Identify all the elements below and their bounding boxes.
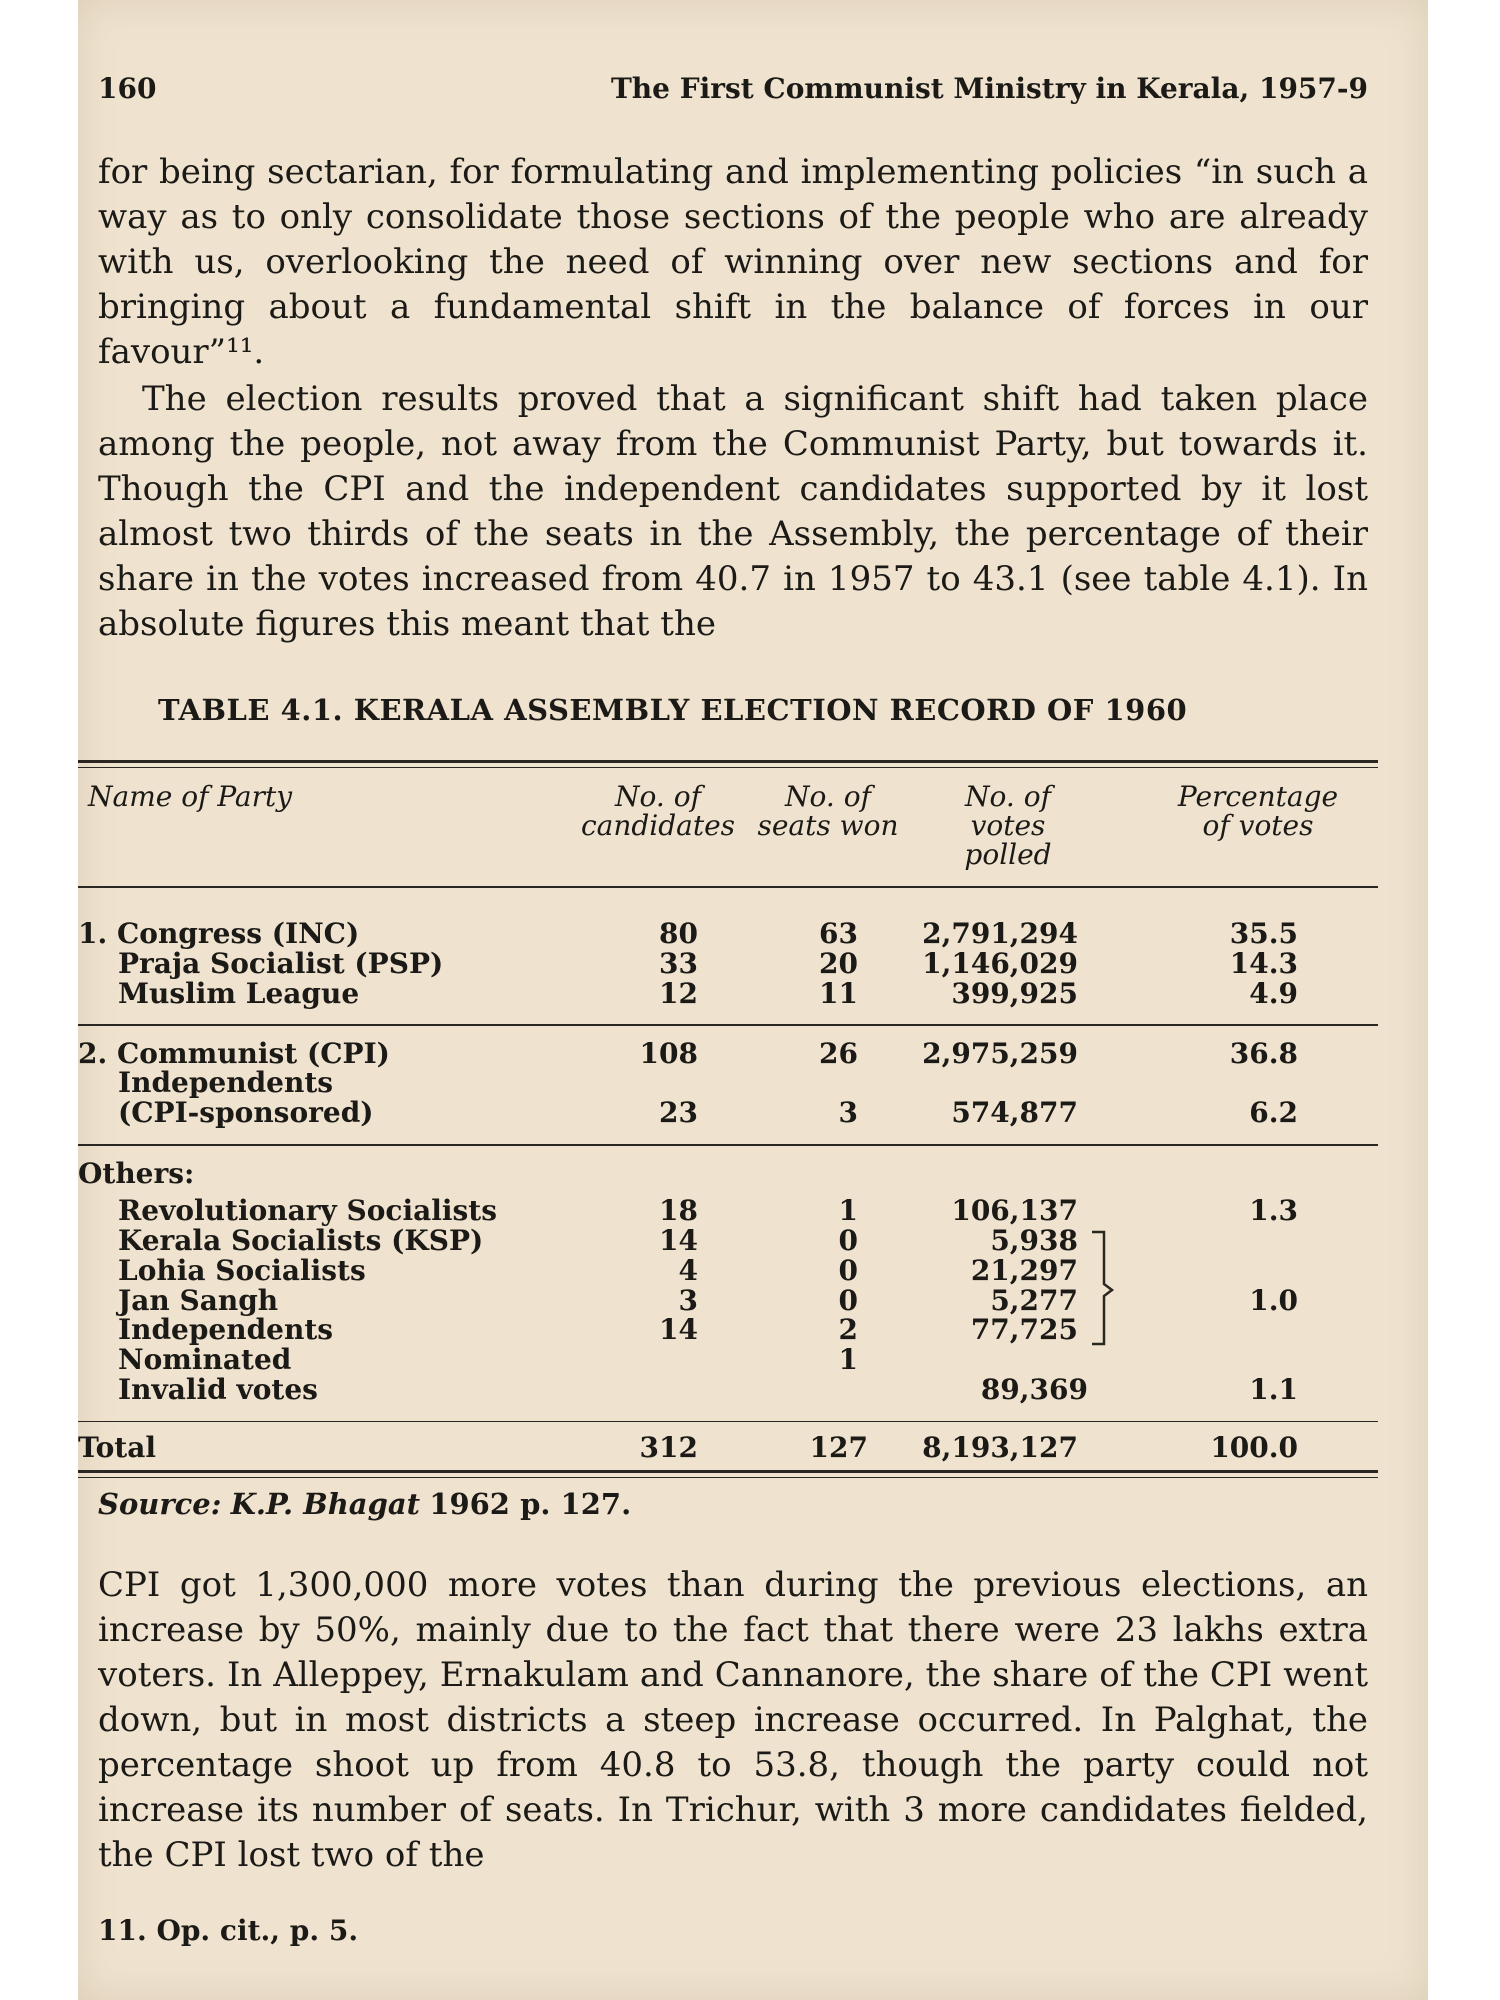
paragraph-1: for being sectarian, for formulating and implementing policies “in such a way as to only consolidate those sections of the people who are already with us, overlooking the need of winning over new sections and for bringing about a fundamental shift in the balance of forces in our favour”¹¹. (98, 152, 1368, 372)
row-name: Muslim League (118, 977, 360, 1010)
row-seats: 2 (838, 1313, 858, 1346)
row-name: Praja Socialist (PSP) (118, 947, 444, 980)
others-label: Others: (78, 1157, 195, 1190)
header-votes-1: No. of (965, 780, 1051, 813)
total-rule (78, 1421, 1378, 1422)
bracket-icon (1088, 1228, 1128, 1348)
row-percentage: 6.2 (1249, 1096, 1298, 1129)
table-bottom-rule-thin (78, 1477, 1378, 1478)
table-top-rule (78, 760, 1378, 763)
row-name: Nominated (118, 1343, 292, 1376)
row-candidates: 80 (659, 917, 698, 950)
row-name: Invalid votes (118, 1373, 318, 1406)
row-name: Jan Sangh (118, 1284, 279, 1317)
row-votes: 77,725 (970, 1313, 1078, 1346)
row-percentage: 4.9 (1249, 977, 1298, 1010)
row-votes: 21,297 (970, 1254, 1078, 1287)
row-seats: 26 (819, 1037, 858, 1070)
row-votes: 89,369 (980, 1373, 1088, 1406)
header-percentage-1: Percentage (1177, 780, 1339, 813)
row-candidates: 33 (659, 947, 698, 980)
header-rule (78, 886, 1378, 888)
source-author: K.P. Bhagat (230, 1487, 421, 1521)
total-candidates: 312 (639, 1431, 698, 1464)
row-candidates: 3 (678, 1284, 698, 1317)
table-bottom-rule (78, 1470, 1378, 1473)
row-seats: 1 (838, 1343, 858, 1376)
row-seats: 3 (838, 1096, 858, 1129)
header-votes-2: votes (970, 809, 1046, 842)
row-name: 1. Congress (INC) (78, 917, 360, 950)
total-votes: 8,193,127 (922, 1431, 1078, 1464)
row-seats: 0 (838, 1254, 858, 1287)
table-source (98, 1487, 631, 1521)
row-percentage: 36.8 (1229, 1037, 1298, 1070)
footnote: 11. Op. cit., p. 5. (98, 1914, 359, 1947)
row-votes: 5,938 (990, 1224, 1078, 1257)
row-candidates: 18 (659, 1194, 698, 1227)
row-votes: 2,975,259 (922, 1037, 1078, 1070)
group-rule (78, 1024, 1378, 1026)
row-candidates: 23 (659, 1096, 698, 1129)
row-votes: 106,137 (951, 1194, 1078, 1227)
row-percentage: 1.3 (1249, 1194, 1298, 1227)
running-title: The First Communist Ministry in Kerala, 1957-9 (610, 72, 1368, 105)
row-seats: 1 (838, 1194, 858, 1227)
row-candidates: 14 (659, 1313, 698, 1346)
header-candidates-2: candidates (580, 809, 736, 842)
row-percentage: 14.3 (1229, 947, 1298, 980)
book-page (78, 0, 1428, 2000)
row-name: 2. Communist (CPI) (78, 1037, 390, 1070)
row-candidates: 12 (659, 977, 698, 1010)
row-seats: 0 (838, 1224, 858, 1257)
row-name: (CPI-sponsored) (118, 1096, 374, 1129)
row-seats: 0 (838, 1284, 858, 1317)
row-votes: 399,925 (951, 977, 1078, 1010)
header-votes-3: polled (964, 838, 1052, 871)
source-detail: 1962 p. 127. (429, 1487, 632, 1521)
total-percentage: 100.0 (1210, 1431, 1298, 1464)
paragraph-3: CPI got 1,300,000 more votes than during the previous elections, an increase by 50%, mainly due to the fact that there were 23 lakhs extra voters. In Alleppey, Ernakulam and Cannanore, the share of the CPI went down, but in most districts a steep increase occurred. In Palghat, the percentage shoot up from 40.8 to 53.8, though the party could not increase its number of seats. In Trichur, with 3 more candidates fielded, the CPI lost two of the (98, 1565, 1368, 1875)
row-name: Independents (118, 1313, 334, 1346)
row-candidates: 4 (678, 1254, 698, 1287)
row-seats: 20 (819, 947, 858, 980)
row-name: Revolutionary Socialists (118, 1194, 497, 1227)
row-percentage: 1.1 (1249, 1373, 1298, 1406)
row-votes: 2,791,294 (922, 917, 1078, 950)
row-votes: 5,277 (990, 1284, 1078, 1317)
total-seats: 127 (809, 1431, 868, 1464)
row-votes: 1,146,029 (922, 947, 1078, 980)
row-percentage: 1.0 (1249, 1284, 1298, 1317)
page-header (98, 72, 1368, 105)
row-seats: 63 (819, 917, 858, 950)
page-number: 160 (98, 72, 157, 105)
row-seats: 11 (819, 977, 858, 1010)
row-name: Kerala Socialists (KSP) (118, 1224, 484, 1257)
header-party: Name of Party (88, 780, 293, 813)
header-candidates-1: No. of (615, 780, 701, 813)
table-top-rule-thin (78, 767, 1378, 768)
group-rule (78, 1144, 1378, 1146)
row-candidates: 14 (659, 1224, 698, 1257)
row-percentage: 35.5 (1229, 917, 1298, 950)
header-seats-1: No. of (785, 780, 871, 813)
row-name: Independents (118, 1066, 334, 1099)
row-candidates: 108 (639, 1037, 698, 1070)
header-seats-2: seats won (757, 809, 899, 842)
paragraph-2: The election results proved that a significant shift had taken place among the people, not away from the Communist Party, but towards it. Though the CPI and the independent candidates supported by it lost almost two thirds of the seats in the Assembly, the percentage of their share in the votes increased from 40.7 in 1957 to 43.1 (see table 4.1). In absolute figures this meant that the (98, 379, 1368, 644)
row-name: Lohia Socialists (118, 1254, 366, 1287)
total-label: Total (78, 1431, 157, 1464)
header-percentage-2: of votes (1202, 809, 1314, 842)
row-votes: 574,877 (951, 1096, 1078, 1129)
source-label: Source: (98, 1487, 222, 1521)
table-title: TABLE 4.1. KERALA ASSEMBLY ELECTION RECORD OF 1960 (158, 693, 1188, 727)
